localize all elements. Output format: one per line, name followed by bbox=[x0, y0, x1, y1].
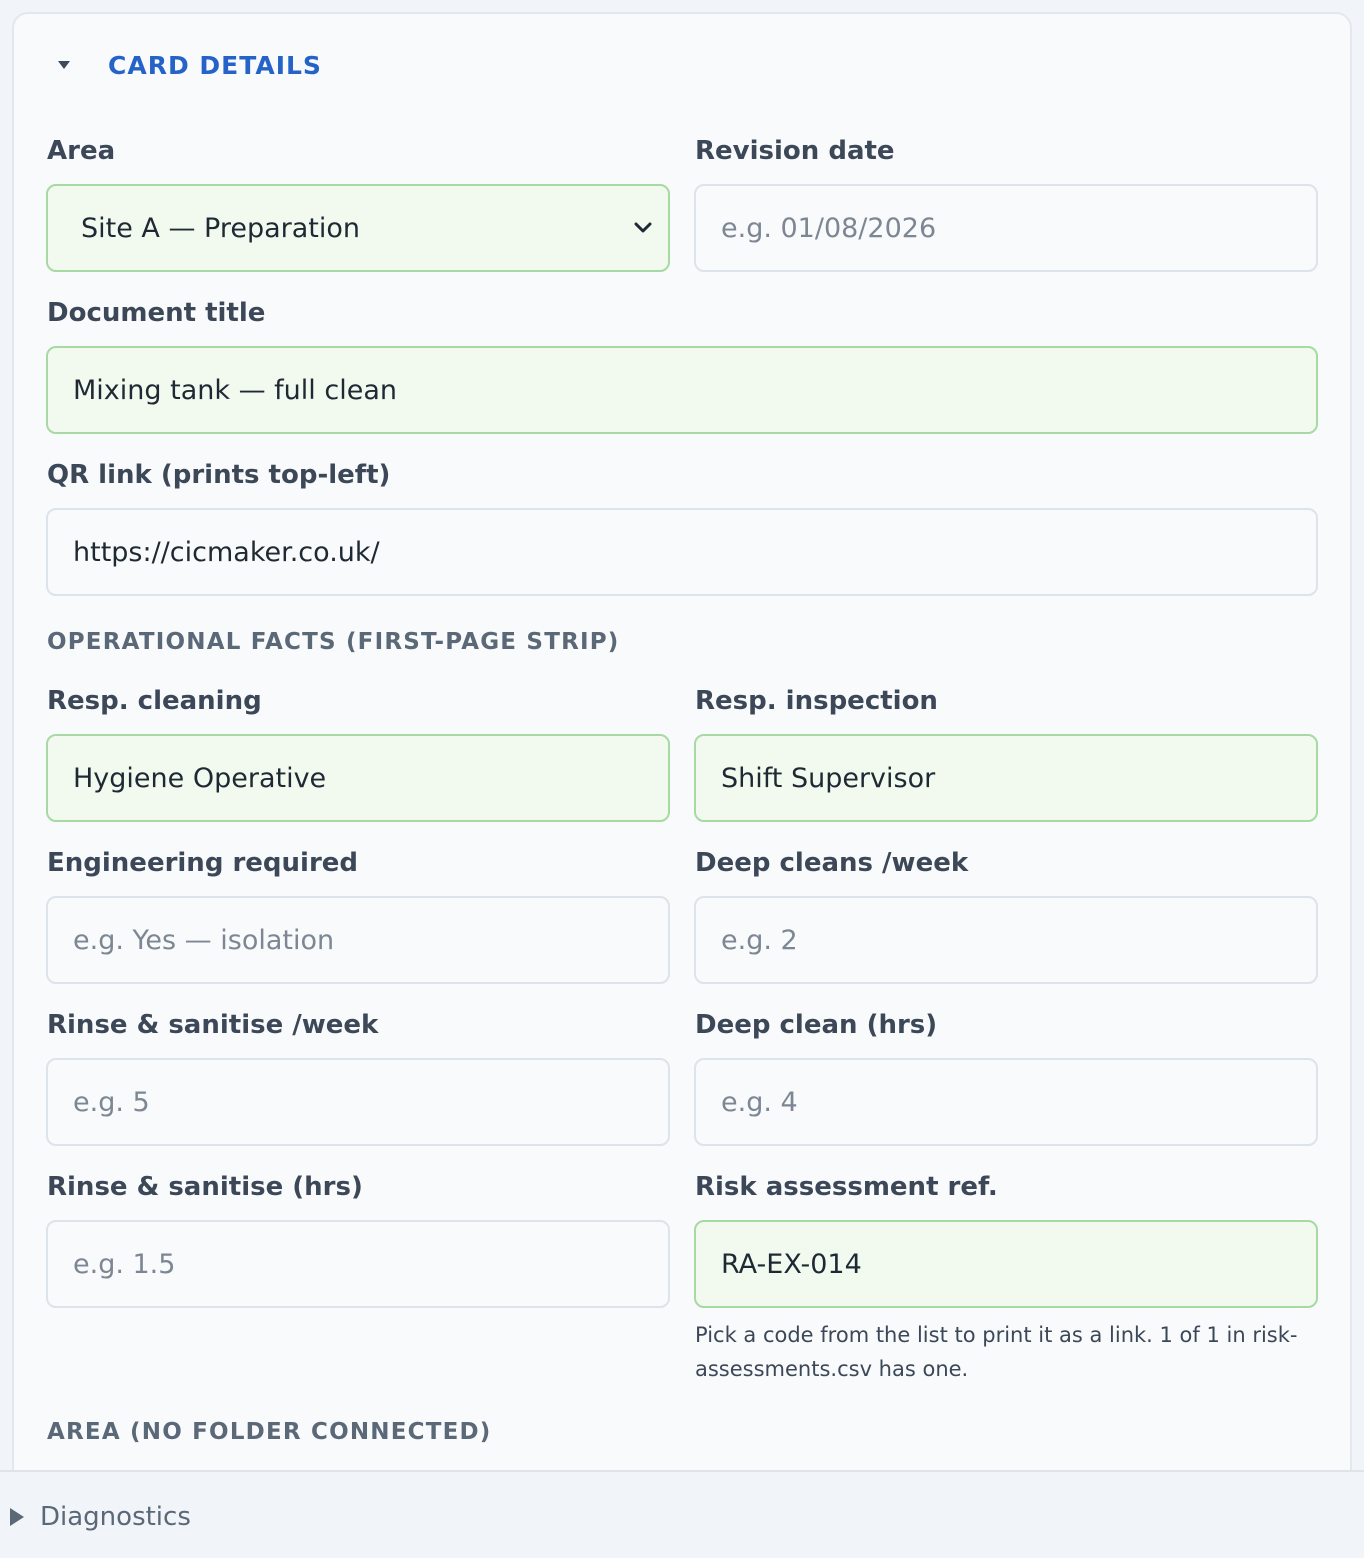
caret-down-icon bbox=[58, 61, 70, 69]
deep-cleans-week-label: Deep cleans /week bbox=[695, 848, 969, 878]
area-select[interactable] bbox=[46, 184, 670, 272]
deep-clean-hrs-label: Deep clean (hrs) bbox=[695, 1010, 938, 1040]
qr-link-label: QR link (prints top-left) bbox=[47, 460, 391, 490]
resp-cleaning-value: Hygiene Operative bbox=[73, 762, 327, 794]
rinse-sanitise-week-label: Rinse & sanitise /week bbox=[47, 1010, 379, 1040]
resp-cleaning-field[interactable] bbox=[46, 734, 670, 822]
revision-date-placeholder: e.g. 01/08/2026 bbox=[721, 212, 937, 244]
resp-inspection-field[interactable] bbox=[694, 734, 1318, 822]
rinse-sanitise-week-placeholder: e.g. 5 bbox=[73, 1086, 150, 1118]
diagnostics-toggle[interactable] bbox=[10, 1500, 191, 1534]
revision-date-label: Revision date bbox=[695, 136, 895, 166]
rinse-sanitise-hrs-field[interactable] bbox=[46, 1220, 670, 1308]
deep-cleans-week-field[interactable] bbox=[694, 896, 1318, 984]
risk-assessment-help-text: Pick a code from the list to print it as a link. 1 of 1 in risk-assessments.csv has one. bbox=[695, 1323, 1298, 1381]
chevron-down-icon bbox=[632, 217, 654, 239]
area-folder-heading: AREA (NO FOLDER CONNECTED) bbox=[47, 1419, 492, 1445]
engineering-required-placeholder: e.g. Yes — isolation bbox=[73, 924, 335, 956]
risk-assessment-ref-field[interactable] bbox=[694, 1220, 1318, 1308]
resp-inspection-label: Resp. inspection bbox=[695, 686, 938, 716]
operational-facts-heading: OPERATIONAL FACTS (FIRST-PAGE STRIP) bbox=[47, 629, 620, 655]
rinse-sanitise-week-field[interactable] bbox=[46, 1058, 670, 1146]
document-title-label: Document title bbox=[47, 298, 266, 328]
deep-cleans-week-placeholder: e.g. 2 bbox=[721, 924, 798, 956]
diagnostics-bar bbox=[0, 1470, 1364, 1558]
card-details-toggle[interactable] bbox=[58, 48, 322, 82]
card-details-title: CARD DETAILS bbox=[108, 50, 322, 80]
resp-cleaning-label: Resp. cleaning bbox=[47, 686, 262, 716]
deep-clean-hrs-placeholder: e.g. 4 bbox=[721, 1086, 798, 1118]
qr-link-field[interactable] bbox=[46, 508, 1318, 596]
document-title-value: Mixing tank — full clean bbox=[73, 374, 397, 406]
risk-assessment-ref-label: Risk assessment ref. bbox=[695, 1172, 998, 1202]
deep-clean-hrs-field[interactable] bbox=[694, 1058, 1318, 1146]
diagnostics-label: Diagnostics bbox=[40, 1502, 191, 1532]
area-label: Area bbox=[47, 136, 116, 166]
qr-link-value: https://cicmaker.co.uk/ bbox=[73, 536, 380, 568]
revision-date-field[interactable] bbox=[694, 184, 1318, 272]
engineering-required-label: Engineering required bbox=[47, 848, 359, 878]
risk-assessment-ref-value: RA-EX-014 bbox=[721, 1248, 862, 1280]
rinse-sanitise-hrs-placeholder: e.g. 1.5 bbox=[73, 1248, 176, 1280]
document-title-field[interactable] bbox=[46, 346, 1318, 434]
engineering-required-field[interactable] bbox=[46, 896, 670, 984]
area-select-value: Site A — Preparation bbox=[81, 212, 361, 244]
rinse-sanitise-hrs-label: Rinse & sanitise (hrs) bbox=[47, 1172, 363, 1202]
resp-inspection-value: Shift Supervisor bbox=[721, 762, 936, 794]
caret-right-icon bbox=[10, 1508, 24, 1526]
